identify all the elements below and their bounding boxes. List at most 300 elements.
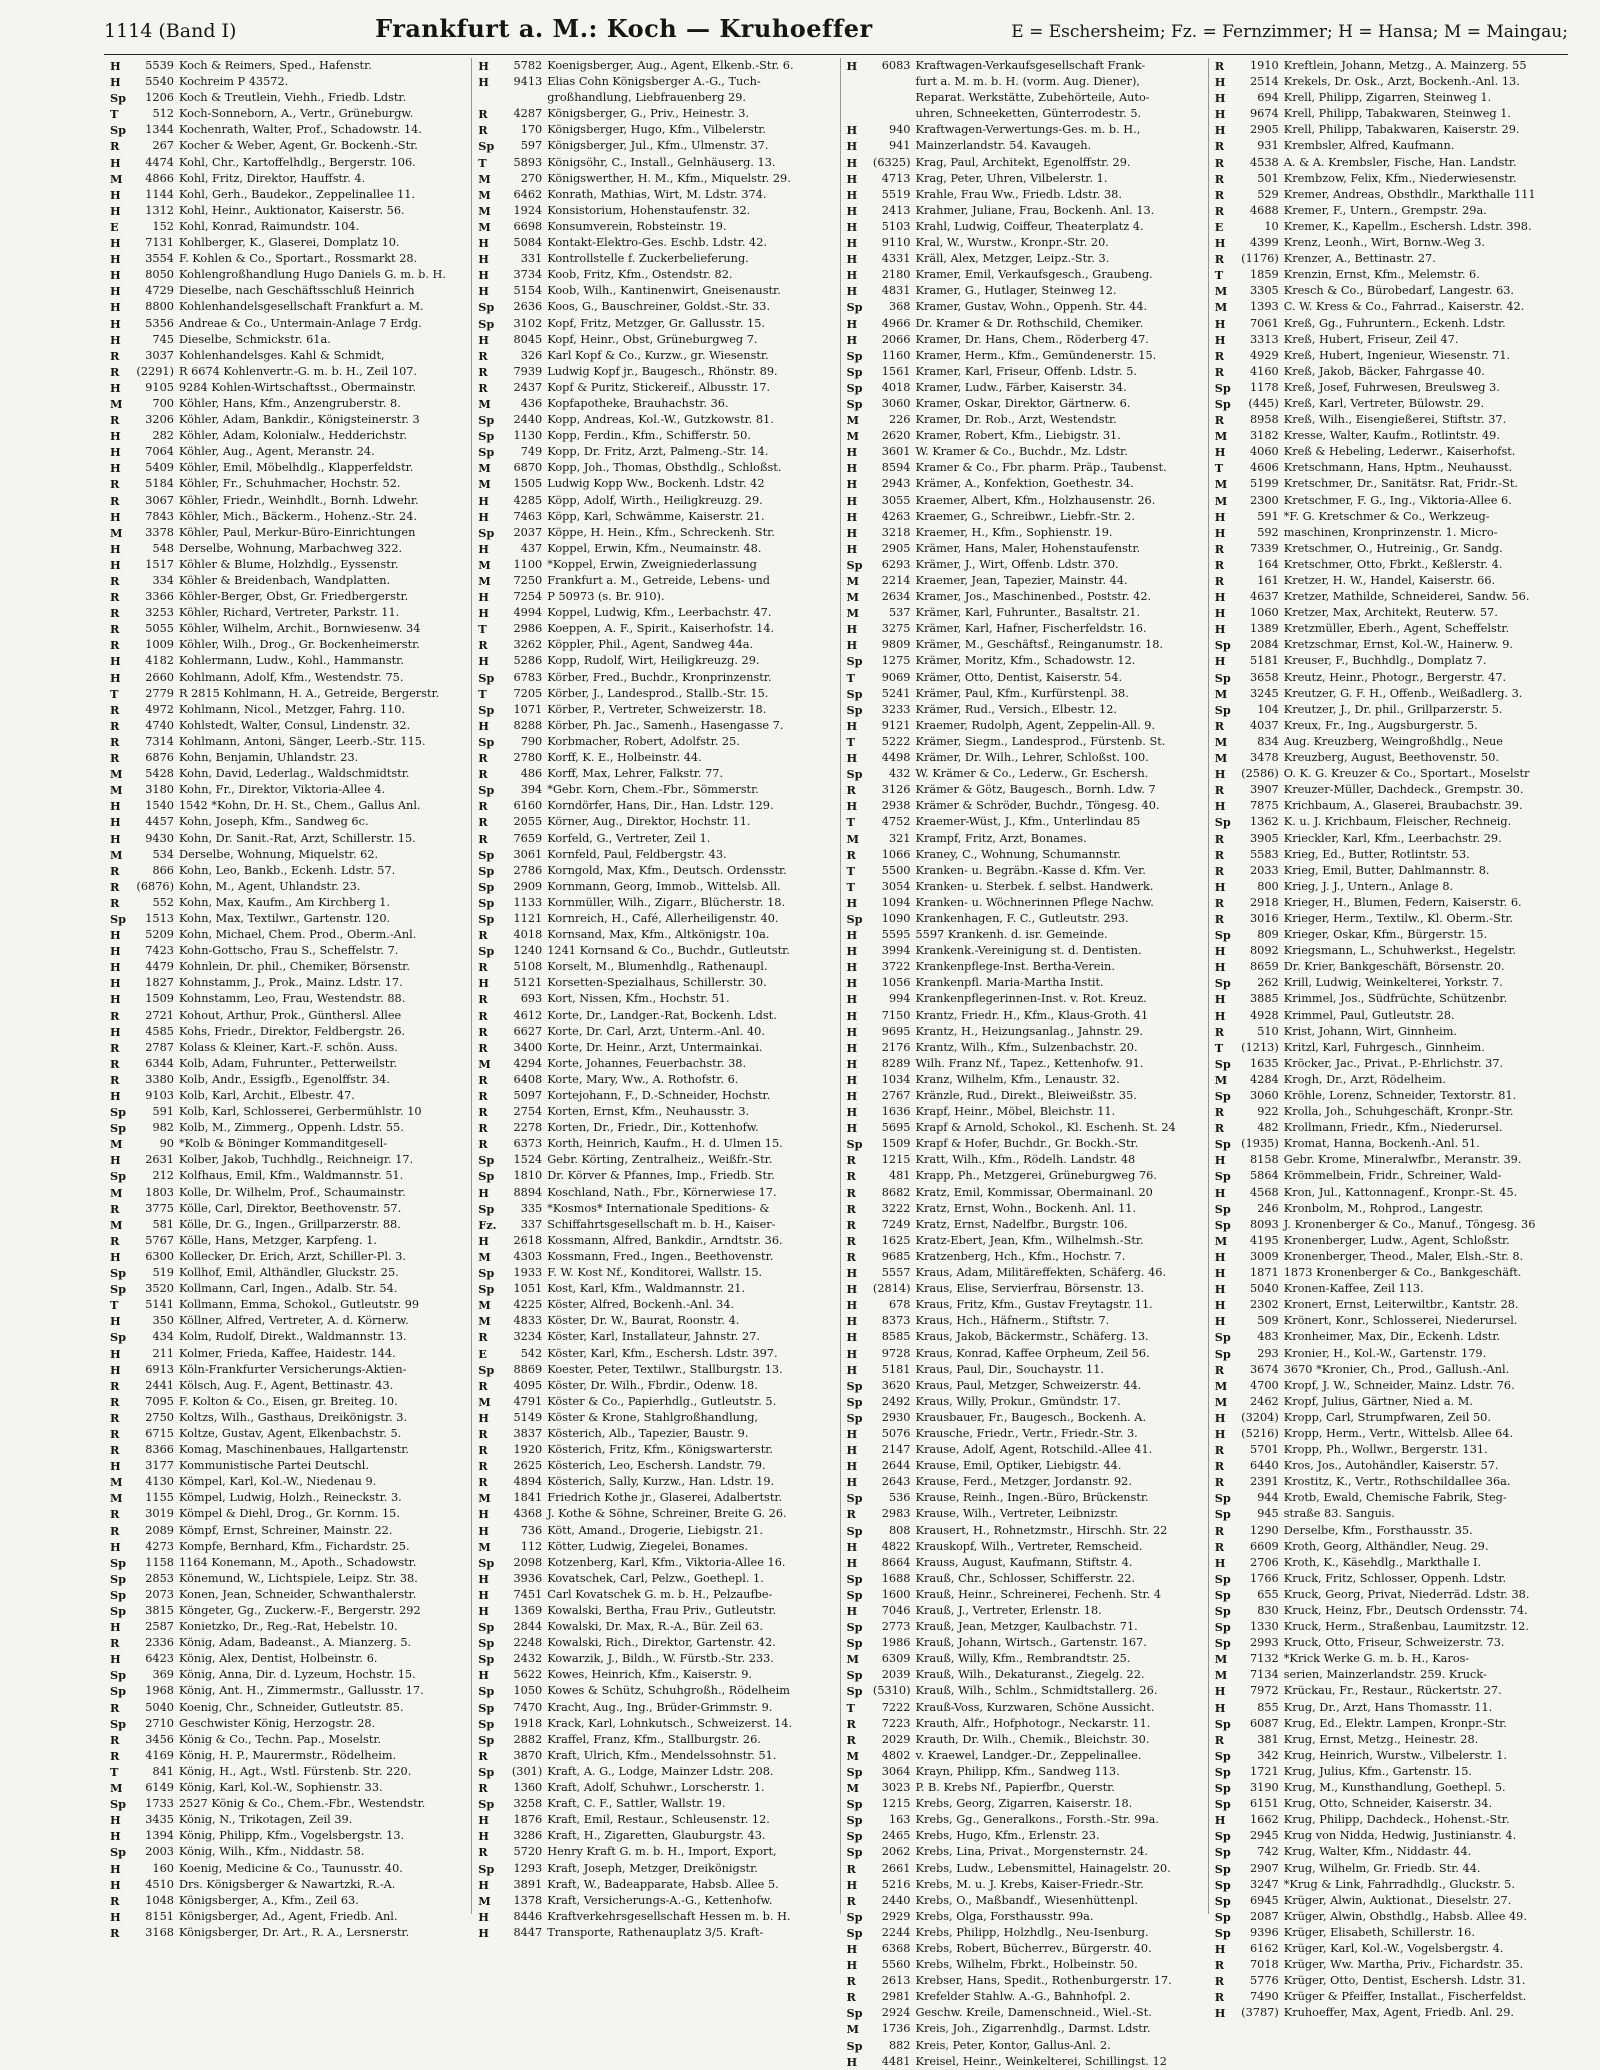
entry-text: Köhler & Breidenbach, Wandplatten. bbox=[179, 574, 391, 587]
directory-entry bbox=[110, 58, 465, 74]
entry-text: Kösterich, Sally, Kurzw., Han. Ldstr. 19. bbox=[547, 1475, 775, 1489]
phone-number: 830 bbox=[1257, 1604, 1279, 1617]
directory-entry bbox=[1215, 509, 1570, 525]
phone-number: 2905 bbox=[1250, 123, 1279, 137]
phone-number: 1060 bbox=[1250, 606, 1279, 620]
district-code: Sp bbox=[1214, 1620, 1231, 1635]
directory-entry bbox=[478, 734, 833, 750]
district-code: T bbox=[478, 155, 487, 170]
directory-entry bbox=[110, 814, 465, 830]
directory-entry bbox=[1215, 927, 1570, 943]
entry-text: Kösterich, Leo, Eschersh. Landstr. 79. bbox=[547, 1459, 766, 1473]
district-code: H bbox=[846, 252, 858, 267]
phone-number: 6162 bbox=[1250, 1941, 1279, 1955]
phone-number: 4994 bbox=[513, 606, 543, 620]
directory-entry bbox=[110, 1120, 465, 1136]
entry-text: Kollecker, Dr. Erich, Arzt, Schiller-Pl. 3. bbox=[179, 1249, 406, 1263]
directory-entry bbox=[110, 1249, 465, 1265]
phone-number: 2084 bbox=[1250, 638, 1279, 652]
directory-entry bbox=[1215, 1523, 1570, 1539]
entry-text: Kratz-Ebert, Jean, Kfm., Wilhelmsh.-Str. bbox=[915, 1233, 1144, 1247]
directory-entry bbox=[847, 911, 1202, 927]
district-code: H bbox=[1214, 590, 1226, 605]
entry-text: Kohn, Max, Kaufm., Am Kirchberg 1. bbox=[179, 895, 391, 909]
directory-entry bbox=[847, 1861, 1202, 1877]
directory-entry bbox=[847, 476, 1202, 492]
entry-text: v. Kraewel, Landger.-Dr., Zeppelinallee. bbox=[915, 1748, 1142, 1762]
entry-text: Kreuzberg, August, Beethovenstr. 50. bbox=[1283, 751, 1499, 765]
phone-number: 3168 bbox=[145, 1925, 174, 1939]
entry-text: Krebs, Gg., Generalkons., Forsth.-Str. 99a. bbox=[915, 1813, 1159, 1827]
phone-number: (2291) bbox=[136, 364, 174, 378]
directory-entry bbox=[110, 943, 465, 959]
directory-entry bbox=[847, 1973, 1202, 1989]
directory-entry bbox=[847, 1410, 1202, 1426]
phone-number: 7018 bbox=[1250, 1958, 1279, 1972]
directory-entry bbox=[110, 718, 465, 734]
district-code: H bbox=[846, 155, 858, 170]
district-code: H bbox=[110, 236, 121, 251]
phone-number: 944 bbox=[1257, 1491, 1279, 1505]
district-code: H bbox=[478, 284, 489, 299]
phone-number: 3554 bbox=[145, 252, 174, 266]
district-code: M bbox=[478, 1394, 491, 1409]
phone-number: 2924 bbox=[881, 2006, 911, 2020]
district-code: H bbox=[478, 976, 489, 991]
district-code: H bbox=[846, 493, 858, 508]
entry-text: Kösterich, Fritz, Kfm., Königswarterstr. bbox=[547, 1443, 774, 1457]
directory-entry bbox=[847, 1152, 1202, 1168]
entry-text: Krostitz, K., Vertr., Rothschildallee 36a. bbox=[1283, 1475, 1511, 1489]
entry-text: Kretschmann, Hans, Hptm., Neuhausst. bbox=[1283, 461, 1513, 475]
phone-number: 4866 bbox=[145, 171, 174, 185]
phone-number: 4688 bbox=[1250, 203, 1279, 217]
district-code: H bbox=[846, 1958, 858, 1973]
district-code: R bbox=[478, 638, 488, 653]
phone-number: 6627 bbox=[513, 1024, 543, 1038]
phone-number: 1178 bbox=[1250, 380, 1279, 394]
phone-number: 1924 bbox=[513, 203, 543, 217]
phone-number: 2945 bbox=[1250, 1829, 1279, 1843]
phone-number: 5241 bbox=[881, 686, 911, 700]
directory-entry bbox=[478, 1072, 833, 1088]
district-code: H bbox=[846, 1362, 858, 1377]
district-code: M bbox=[1214, 751, 1228, 766]
entry-text: Krebs, Lina, Privat., Morgensternstr. 24. bbox=[915, 1845, 1148, 1859]
entry-text: Krebs, Hugo, Kfm., Erlenstr. 23. bbox=[915, 1829, 1100, 1843]
phone-number: 4713 bbox=[881, 171, 911, 185]
district-code: T bbox=[1214, 461, 1224, 476]
directory-entry bbox=[1215, 1136, 1570, 1152]
phone-number: 1240 bbox=[513, 944, 543, 958]
phone-number: 749 bbox=[520, 445, 543, 459]
entry-text: Krämer, Paul, Kfm., Kurfürstenpl. 38. bbox=[915, 686, 1129, 700]
entry-text: Koenig, Chr., Schneider, Gutleutstr. 85. bbox=[179, 1700, 404, 1714]
phone-number: 2631 bbox=[145, 1153, 174, 1167]
entry-text: Kratz, Ernst, Wohn., Bockenh. Anl. 11. bbox=[915, 1201, 1137, 1215]
entry-text: Kronert, Ernst, Leiterwiltbr., Kantstr. 28. bbox=[1283, 1298, 1519, 1312]
directory-entry bbox=[1215, 1394, 1570, 1410]
district-code: M bbox=[1214, 477, 1228, 492]
phone-number: 9396 bbox=[1250, 1925, 1279, 1939]
district-code: M bbox=[846, 429, 860, 444]
entry-text: Krebs, M. u. J. Krebs, Kaiser-Friedr.-Str. bbox=[915, 1877, 1144, 1891]
entry-text: Kremer, Andreas, Obsthdlr., Markthalle 111 bbox=[1283, 187, 1536, 201]
directory-entry bbox=[847, 1716, 1202, 1732]
directory-entry bbox=[847, 267, 1202, 283]
district-code: M bbox=[478, 1893, 491, 1908]
phone-number: (3787) bbox=[1241, 2006, 1279, 2020]
entry-text: Kräll, Alex, Metzger, Leipz.-Str. 3. bbox=[915, 252, 1110, 266]
entry-text: Krebs, Ludw., Lebensmittel, Hainagelstr. 20. bbox=[915, 1861, 1171, 1875]
phone-number: 4791 bbox=[513, 1394, 543, 1408]
district-code: H bbox=[1214, 75, 1226, 90]
directory-entry bbox=[847, 364, 1202, 380]
entry-text: Köhler-Berger, Obst, Gr. Friedbergerstr. bbox=[179, 590, 409, 604]
entry-text: Kömpel, Karl, Kol.-W., Niedenau 9. bbox=[179, 1475, 377, 1489]
entry-text: Kopp, Rudolf, Wirt, Heiligkreuzg. 29. bbox=[547, 654, 760, 668]
district-code: Sp bbox=[1214, 1507, 1231, 1522]
phone-number: 6151 bbox=[1250, 1797, 1279, 1811]
district-code: H bbox=[846, 316, 858, 331]
phone-number: 1918 bbox=[513, 1716, 543, 1730]
entry-text: Kohn, Leo, Bankb., Eckenh. Ldstr. 57. bbox=[179, 863, 396, 877]
district-code: R bbox=[110, 895, 120, 910]
phone-number: 1841 bbox=[513, 1491, 543, 1505]
district-code: H bbox=[110, 654, 121, 669]
district-code: R bbox=[110, 1072, 120, 1087]
phone-number: 331 bbox=[520, 252, 543, 266]
entry-text: P 50973 (s. Br. 910). bbox=[547, 590, 665, 604]
phone-number: 1636 bbox=[881, 1105, 911, 1119]
directory-entry bbox=[110, 1893, 465, 1909]
district-code: H bbox=[846, 751, 858, 766]
phone-number: 3885 bbox=[1250, 992, 1279, 1006]
entry-text: großhandlung, Liebfrauenberg 29. bbox=[547, 91, 747, 105]
phone-number: 8045 bbox=[513, 332, 543, 346]
directory-entry bbox=[478, 959, 833, 975]
district-code: M bbox=[110, 1491, 123, 1506]
directory-entry bbox=[847, 155, 1202, 171]
district-code: Sp bbox=[1214, 1056, 1231, 1071]
district-code: H bbox=[846, 268, 858, 283]
entry-text: Krantz, Friedr. H., Kfm., Klaus-Groth. 41 bbox=[915, 1008, 1149, 1022]
entry-text: Kreis, Peter, Kontor, Gallus-Anl. 2. bbox=[915, 2038, 1111, 2052]
district-code: H bbox=[110, 976, 121, 991]
district-code: M bbox=[1214, 1668, 1228, 1683]
phone-number: 8894 bbox=[513, 1185, 543, 1199]
directory-entry bbox=[1215, 187, 1570, 203]
phone-number: 270 bbox=[520, 171, 543, 185]
district-code: Sp bbox=[846, 1394, 863, 1409]
district-code: H bbox=[846, 1475, 858, 1490]
entry-text: Kreutzer, J., Dr. phil., Grillparzerstr. 5. bbox=[1283, 702, 1503, 716]
phone-number: 5893 bbox=[513, 155, 543, 169]
district-code: M bbox=[478, 477, 491, 492]
directory-entry bbox=[847, 831, 1202, 847]
directory-entry bbox=[478, 1329, 833, 1345]
entry-text: Kramer & Co., Fbr. pharm. Präp., Taubenst. bbox=[915, 461, 1167, 475]
directory-entry bbox=[847, 782, 1202, 798]
directory-entry bbox=[110, 879, 465, 895]
directory-entry bbox=[110, 1651, 465, 1667]
district-code: Sp bbox=[110, 1604, 127, 1618]
directory-entry bbox=[847, 750, 1202, 766]
district-code: Sp bbox=[478, 1652, 495, 1667]
directory-entry bbox=[1215, 90, 1570, 106]
district-code: Sp bbox=[478, 1620, 495, 1635]
directory-entry bbox=[1215, 203, 1570, 219]
district-code: R bbox=[478, 123, 488, 138]
directory-entry bbox=[1215, 1024, 1570, 1040]
phone-number: 1517 bbox=[145, 557, 174, 571]
district-code: Sp bbox=[846, 1909, 863, 1924]
entry-text: Koob, Fritz, Kfm., Ostendstr. 82. bbox=[547, 268, 733, 282]
phone-number: 262 bbox=[1257, 976, 1279, 990]
phone-number: 700 bbox=[152, 396, 174, 410]
directory-entry bbox=[110, 90, 465, 106]
phone-number: 1827 bbox=[145, 976, 174, 990]
directory-entry bbox=[1215, 782, 1570, 798]
phone-number: 8585 bbox=[881, 1330, 911, 1344]
phone-number: 1369 bbox=[513, 1604, 543, 1617]
directory-entry bbox=[110, 1265, 465, 1281]
phone-number: 3180 bbox=[145, 783, 174, 797]
entry-text: Kolb, M., Zimmerg., Oppenh. Ldstr. 55. bbox=[179, 1121, 404, 1135]
entry-text: König, Philipp, Kfm., Vogelsbergstr. 13. bbox=[179, 1829, 405, 1843]
directory-entry bbox=[478, 203, 833, 219]
district-code: R bbox=[1214, 155, 1225, 170]
district-code: R bbox=[1214, 574, 1225, 588]
district-code: H bbox=[478, 718, 489, 733]
district-code: H bbox=[478, 1410, 489, 1425]
directory-entry bbox=[1215, 766, 1570, 782]
phone-number: 6783 bbox=[513, 670, 543, 684]
directory-entry bbox=[478, 1748, 833, 1764]
phone-number: 2302 bbox=[1250, 1298, 1279, 1312]
directory-entry bbox=[478, 1861, 833, 1877]
entry-text: Kraus, Hch., Häfnerm., Stiftstr. 7. bbox=[915, 1314, 1110, 1328]
entry-text: Kresch & Co., Bürobedarf, Langestr. 63. bbox=[1283, 284, 1515, 298]
district-code: M bbox=[846, 590, 860, 605]
phone-number: 4457 bbox=[145, 815, 174, 829]
directory-entry bbox=[1215, 251, 1570, 267]
entry-text: Kraft, W., Badeapparate, Habsb. Allee 5. bbox=[547, 1877, 779, 1891]
phone-number: 3722 bbox=[881, 960, 911, 974]
district-code: R bbox=[478, 107, 488, 122]
entry-text: Krapp, Ph., Metzgerei, Grüneburgweg 76. bbox=[915, 1169, 1157, 1183]
district-code: M bbox=[846, 1781, 860, 1796]
phone-number: 4479 bbox=[145, 960, 174, 974]
entry-text: Krack, Karl, Lohnkutsch., Schweizerst. 14. bbox=[547, 1716, 793, 1730]
district-code: R bbox=[110, 1700, 120, 1715]
district-code: H bbox=[1214, 1700, 1226, 1715]
directory-entry bbox=[1215, 1941, 1570, 1957]
district-code: R bbox=[478, 1781, 488, 1796]
district-code: H bbox=[110, 1877, 121, 1892]
directory-entry bbox=[110, 187, 465, 203]
phone-number: 1050 bbox=[513, 1684, 543, 1698]
entry-text: Transporte, Rathenauplatz 3/5. Kraft- bbox=[547, 1925, 764, 1939]
entry-text: Kronen-Kaffee, Zeil 113. bbox=[1283, 1282, 1424, 1296]
phone-number: 1721 bbox=[1250, 1764, 1279, 1778]
entry-text: Krämer, Otto, Dentist, Kaiserstr. 54. bbox=[915, 670, 1123, 684]
directory-entry bbox=[1215, 348, 1570, 364]
entry-text: Krüger, Alwin, Auktionat., Dieselstr. 27. bbox=[1283, 1893, 1512, 1907]
entry-text: Köhler, Friedr., Weinhdlt., Bornh. Ldwehr. bbox=[179, 493, 419, 507]
phone-number: 1810 bbox=[513, 1169, 543, 1183]
directory-entry bbox=[1215, 1844, 1570, 1860]
phone-number: 1206 bbox=[145, 91, 174, 105]
entry-text: Kreß, Karl, Vertreter, Bülowstr. 29. bbox=[1283, 396, 1485, 410]
directory-entry bbox=[847, 1474, 1202, 1490]
entry-text: Krebs, Wilhelm, Fbrkt., Holbeinstr. 50. bbox=[915, 1958, 1138, 1972]
directory-entry bbox=[1215, 975, 1570, 991]
entry-text: Kreftlein, Johann, Metzg., A. Mainzerg. 55 bbox=[1283, 59, 1527, 72]
phone-number: 3061 bbox=[513, 847, 543, 861]
entry-text: Kraus, Elise, Servierfrau, Börsenstr. 13. bbox=[915, 1282, 1145, 1296]
phone-number: 2779 bbox=[145, 686, 174, 700]
district-code: H bbox=[846, 219, 858, 234]
directory-entry bbox=[110, 637, 465, 653]
entry-text: Köhler, Adam, Kolonialw., Hedderichstr. bbox=[179, 429, 407, 443]
district-code: Sp bbox=[1214, 1201, 1231, 1216]
district-code: R bbox=[478, 1137, 488, 1152]
district-code: M bbox=[1214, 429, 1228, 444]
directory-entry bbox=[110, 348, 465, 364]
phone-number: 5409 bbox=[145, 461, 174, 475]
directory-entry bbox=[110, 1667, 465, 1683]
phone-number: 1048 bbox=[145, 1893, 174, 1907]
directory-entry bbox=[478, 283, 833, 299]
phone-number: 3601 bbox=[881, 445, 911, 459]
district-code: R bbox=[1214, 847, 1225, 862]
directory-entry bbox=[478, 1828, 833, 1844]
directory-entry bbox=[847, 1571, 1202, 1587]
entry-text: Körber, Ph. Jac., Samenh., Hasengasse 7. bbox=[547, 718, 784, 732]
directory-entry bbox=[1215, 460, 1570, 476]
phone-number: 4225 bbox=[513, 1298, 543, 1312]
district-code: Sp bbox=[1214, 1217, 1231, 1232]
phone-number: 2986 bbox=[513, 622, 543, 636]
directory-entry bbox=[1215, 1313, 1570, 1329]
phone-number: 8158 bbox=[1250, 1153, 1279, 1167]
district-code: H bbox=[110, 1346, 121, 1361]
district-code: H bbox=[1214, 316, 1226, 331]
directory-entry bbox=[847, 653, 1202, 669]
district-code: R bbox=[110, 139, 120, 154]
phone-number: 2465 bbox=[881, 1829, 911, 1843]
phone-number: (1935) bbox=[1241, 1137, 1279, 1151]
entry-text: Kolb, Karl, Archit., Elbestr. 47. bbox=[179, 1089, 355, 1102]
entry-text: Korte, Dr., Landger.-Rat, Bockenh. Ldst. bbox=[547, 1008, 777, 1022]
district-code: R bbox=[1214, 557, 1225, 572]
directory-entry bbox=[1215, 1925, 1570, 1941]
district-code: Sp bbox=[478, 1266, 495, 1281]
district-code: H bbox=[110, 799, 121, 814]
entry-text: Kraemer, Jean, Tapezier, Mainstr. 44. bbox=[915, 574, 1128, 587]
district-code: M bbox=[1214, 734, 1228, 749]
phone-number: 5539 bbox=[145, 59, 174, 72]
district-code: Sp bbox=[1214, 1636, 1231, 1651]
district-code: M bbox=[478, 557, 491, 572]
entry-text: Krauß, Heinr., Schreinerei, Fechenh. Str. 4 bbox=[915, 1587, 1162, 1601]
phone-number: 742 bbox=[1257, 1845, 1279, 1859]
district-code: R bbox=[846, 1201, 856, 1216]
directory-entry bbox=[478, 879, 833, 895]
phone-number: 1009 bbox=[145, 638, 174, 652]
directory-entry bbox=[1215, 847, 1570, 863]
phone-number: 2618 bbox=[513, 1233, 543, 1247]
entry-text: Kolmer, Frieda, Kaffee, Haidestr. 144. bbox=[179, 1346, 396, 1360]
directory-entry bbox=[110, 138, 465, 154]
entry-text: Kopp, Joh., Thomas, Obsthdlg., Schloßst. bbox=[547, 461, 782, 475]
phone-number: 342 bbox=[1257, 1748, 1279, 1762]
directory-entry bbox=[110, 959, 465, 975]
directory-entry bbox=[478, 1120, 833, 1136]
district-code: H bbox=[1214, 2006, 1226, 2021]
district-code: Sp bbox=[478, 1861, 495, 1876]
directory-entry bbox=[478, 74, 833, 90]
directory-entry bbox=[847, 187, 1202, 203]
entry-text: Königsberger, Ad., Agent, Friedb. Anl. bbox=[179, 1909, 398, 1923]
phone-number: 1600 bbox=[881, 1587, 911, 1601]
district-code: Sp bbox=[1214, 1861, 1231, 1876]
entry-text: Kraus, Adam, Militäreffekten, Schäferg. 46. bbox=[915, 1266, 1167, 1280]
phone-number: 6870 bbox=[513, 461, 543, 475]
phone-number: 9413 bbox=[513, 75, 543, 89]
directory-entry bbox=[847, 589, 1202, 605]
district-code: H bbox=[846, 1459, 858, 1474]
entry-text: Krämer, Siegm., Landesprod., Fürstenb. St. bbox=[915, 734, 1166, 748]
district-code: Sp bbox=[1214, 1330, 1231, 1345]
district-code: H bbox=[1214, 1941, 1226, 1956]
directory-entry bbox=[1215, 1828, 1570, 1844]
district-code: H bbox=[846, 992, 858, 1007]
district-code: Sp bbox=[478, 1797, 495, 1812]
phone-number: 5701 bbox=[1250, 1443, 1279, 1457]
directory-entry bbox=[110, 1394, 465, 1410]
phone-number: 2787 bbox=[145, 1040, 174, 1054]
district-code: Sp bbox=[478, 863, 495, 878]
phone-number: 678 bbox=[888, 1298, 911, 1312]
directory-entry bbox=[478, 460, 833, 476]
phone-number: 3258 bbox=[513, 1797, 543, 1811]
district-code: R bbox=[1214, 1459, 1225, 1474]
directory-entry bbox=[847, 1603, 1202, 1619]
phone-number: 940 bbox=[888, 123, 911, 137]
district-code: R bbox=[110, 751, 120, 766]
directory-entry bbox=[110, 1313, 465, 1329]
directory-entry bbox=[1215, 1329, 1570, 1345]
phone-number: 5767 bbox=[145, 1233, 174, 1247]
district-code: H bbox=[846, 1056, 858, 1071]
phone-number: 7254 bbox=[513, 590, 543, 604]
directory-entry bbox=[110, 670, 465, 686]
directory-entry bbox=[478, 702, 833, 718]
entry-text: Kollhof, Emil, Althändler, Gluckstr. 25. bbox=[179, 1266, 399, 1280]
entry-text: Kohlenhandelsges. Kahl & Schmidt, bbox=[179, 348, 385, 362]
directory-entry bbox=[478, 1506, 833, 1522]
directory-entry bbox=[110, 798, 465, 814]
phone-number: 8659 bbox=[1250, 960, 1279, 974]
phone-number: 3037 bbox=[145, 348, 174, 362]
directory-entry bbox=[847, 1265, 1202, 1281]
directory-entry bbox=[847, 1635, 1202, 1651]
entry-text: Kött, Amand., Drogerie, Liebigstr. 21. bbox=[547, 1523, 763, 1537]
phone-number: 2634 bbox=[881, 590, 911, 604]
directory-entry bbox=[847, 348, 1202, 364]
